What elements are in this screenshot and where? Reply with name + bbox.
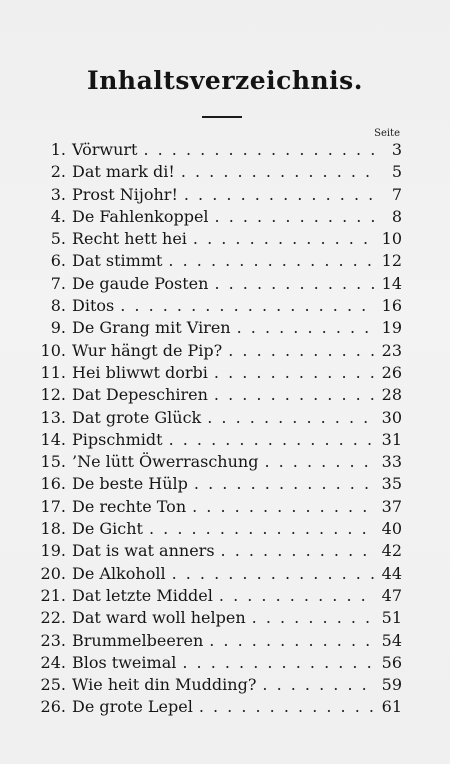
entry-title: Recht hett hei	[72, 229, 187, 249]
entry-page-number: 31	[381, 429, 402, 449]
dot-leader	[186, 497, 376, 516]
entry-page-number: 44	[381, 563, 402, 583]
toc-entry	[30, 274, 402, 296]
page-title: Inhaltsverzeichnis.	[87, 66, 363, 95]
entry-page-number: 47	[381, 585, 402, 605]
entry-number: 8.	[50, 296, 66, 316]
entry-title: Blos tweimal	[72, 652, 177, 672]
toc-entry	[30, 519, 402, 541]
entry-title: Dat mark di!	[72, 162, 175, 182]
dot-leader	[188, 474, 376, 493]
entry-number: 5.	[50, 229, 66, 249]
entry-title: De beste Hülp	[72, 474, 188, 494]
dot-leader	[175, 162, 376, 181]
toc-entry	[30, 697, 402, 719]
toc-entry	[30, 318, 402, 340]
entry-page-number: 35	[381, 474, 402, 494]
entry-title: Hei bliwwt dorbi	[72, 362, 208, 382]
entry-title: De Grang mit Viren	[72, 318, 231, 338]
entry-page-number: 8	[391, 206, 402, 226]
toc-entry	[30, 474, 402, 496]
entry-number: 11.	[40, 362, 66, 382]
table-of-contents	[30, 140, 402, 720]
page-column-header: Seite	[374, 128, 400, 139]
entry-page-number: 14	[381, 273, 402, 293]
entry-number: 25.	[40, 675, 66, 695]
dot-leader	[222, 341, 376, 360]
entry-number: 13.	[40, 407, 66, 427]
toc-entry	[30, 497, 402, 519]
entry-page-number: 12	[381, 251, 402, 271]
toc-entry	[30, 385, 402, 407]
entry-page-number: 51	[381, 608, 402, 628]
entry-number: 21.	[40, 585, 66, 605]
dot-leader	[162, 251, 376, 270]
entry-number: 1.	[50, 140, 66, 159]
toc-entry	[30, 631, 402, 653]
dot-leader	[213, 586, 376, 605]
entry-title: De Fahlenkoppel	[72, 206, 209, 226]
toc-entry	[30, 341, 402, 363]
dot-leader	[246, 608, 376, 627]
dot-leader	[187, 229, 376, 248]
entry-title: Prost Nijohr!	[72, 184, 178, 204]
entry-number: 15.	[40, 452, 66, 472]
entry-page-number: 3	[391, 140, 402, 159]
entry-page-number: 16	[381, 296, 402, 316]
dot-leader	[256, 675, 376, 694]
entry-page-number: 5	[391, 162, 402, 182]
title-divider	[202, 116, 242, 118]
entry-title: Dat ward woll helpen	[72, 608, 246, 628]
toc-entry	[30, 229, 402, 251]
entry-number: 17.	[40, 496, 66, 516]
dot-leader	[208, 274, 376, 293]
entry-number: 26.	[40, 697, 66, 717]
toc-entry	[30, 452, 402, 474]
dot-leader	[114, 296, 376, 315]
entry-number: 23.	[40, 630, 66, 650]
entry-title: Dat grote Glück	[72, 407, 202, 427]
toc-entry	[30, 541, 402, 563]
entry-number: 22.	[40, 608, 66, 628]
toc-entry	[30, 586, 402, 608]
entry-page-number: 28	[381, 385, 402, 405]
toc-entry	[30, 608, 402, 630]
dot-leader	[201, 408, 376, 427]
entry-page-number: 59	[381, 675, 402, 695]
toc-entry	[30, 140, 402, 162]
entry-title: Vörwurt	[72, 140, 138, 159]
dot-leader	[258, 452, 376, 471]
dot-leader	[203, 631, 376, 650]
entry-number: 24.	[40, 652, 66, 672]
entry-title: De gaude Posten	[72, 273, 209, 293]
dot-leader	[176, 653, 376, 672]
entry-title: Dat is wat anners	[72, 541, 215, 561]
entry-page-number: 33	[381, 452, 402, 472]
toc-entry	[30, 296, 402, 318]
dot-leader	[193, 697, 376, 716]
toc-entry	[30, 251, 402, 273]
entry-title: ’Ne lütt Öwerraschung	[72, 452, 259, 472]
entry-title: Wur hängt de Pip?	[72, 340, 223, 360]
entry-number: 2.	[50, 162, 66, 182]
dot-leader	[163, 430, 376, 449]
toc-entry	[30, 162, 402, 184]
entry-number: 20.	[40, 563, 66, 583]
entry-number: 9.	[50, 318, 66, 338]
entry-number: 6.	[50, 251, 66, 271]
entry-title: Pipschmidt	[72, 429, 163, 449]
entry-page-number: 26	[381, 362, 402, 382]
entry-title: Ditos	[72, 296, 115, 316]
dot-leader	[137, 140, 376, 159]
dot-leader	[208, 363, 376, 382]
entry-title: De grote Lepel	[72, 697, 193, 717]
dot-leader	[208, 385, 376, 404]
toc-entry	[30, 675, 402, 697]
dot-leader	[143, 519, 376, 538]
dot-leader	[209, 207, 376, 226]
entry-title: Dat letzte Middel	[72, 585, 213, 605]
entry-number: 12.	[40, 385, 66, 405]
entry-number: 18.	[40, 519, 66, 539]
entry-title: Wie heit din Mudding?	[72, 675, 257, 695]
dot-leader	[215, 541, 376, 560]
entry-number: 19.	[40, 541, 66, 561]
entry-page-number: 7	[391, 184, 402, 204]
entry-page-number: 61	[381, 697, 402, 717]
toc-entry	[30, 185, 402, 207]
entry-title: Brummelbeeren	[72, 630, 204, 650]
dot-leader	[178, 185, 376, 204]
entry-page-number: 23	[381, 340, 402, 360]
toc-entry	[30, 430, 402, 452]
entry-title: De Alkoholl	[72, 563, 166, 583]
entry-number: 4.	[50, 206, 66, 226]
entry-page-number: 56	[381, 652, 402, 672]
entry-page-number: 54	[381, 630, 402, 650]
entry-number: 7.	[50, 273, 66, 293]
entry-page-number: 40	[381, 519, 402, 539]
entry-page-number: 10	[381, 229, 402, 249]
entry-title: De Gicht	[72, 519, 143, 539]
toc-entry	[30, 408, 402, 430]
entry-page-number: 37	[381, 496, 402, 516]
entry-number: 14.	[40, 429, 66, 449]
entry-page-number: 42	[381, 541, 402, 561]
entry-number: 3.	[50, 184, 66, 204]
toc-entry	[30, 564, 402, 586]
entry-page-number: 19	[381, 318, 402, 338]
entry-title: Dat Depeschiren	[72, 385, 208, 405]
dot-leader	[166, 564, 376, 583]
entry-number: 16.	[40, 474, 66, 494]
entry-title: De rechte Ton	[72, 496, 187, 516]
entry-page-number: 30	[381, 407, 402, 427]
toc-entry	[30, 653, 402, 675]
toc-entry	[30, 207, 402, 229]
dot-leader	[231, 318, 376, 337]
entry-title: Dat stimmt	[72, 251, 163, 271]
toc-entry	[30, 363, 402, 385]
entry-number: 10.	[40, 340, 66, 360]
